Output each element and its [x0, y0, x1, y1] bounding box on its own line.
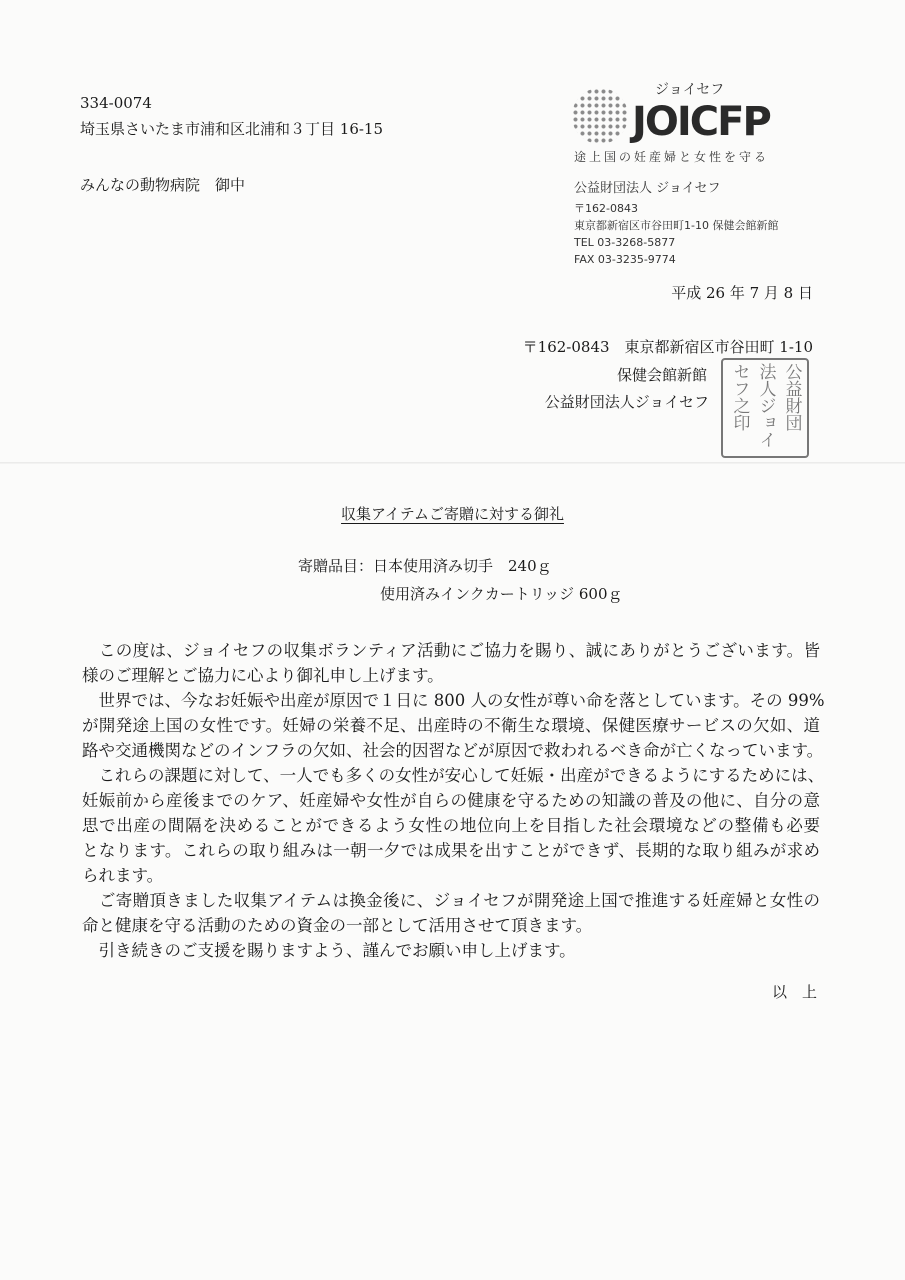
body-line: この度は、ジョイセフの収集ボランティア活動にご協力を賜り、誠にありがとうございます。皆	[82, 641, 820, 660]
logo-kana: ジョイセフ	[655, 82, 725, 98]
body-line: 妊娠前から産後までのケア、妊産婦や女性が自らの健康を守るための知識の普及の他に、自分の意	[82, 791, 820, 810]
letterhead-postal: 〒162-0843	[574, 202, 638, 215]
letterhead-fax: FAX 03-3235-9774	[574, 253, 676, 266]
body-line: ご寄贈頂きました収集アイテムは換金後に、ジョイセフが開発途上国で推進する妊産婦と女性の	[82, 891, 820, 910]
letter-body	[82, 638, 825, 963]
body-line: となります。これらの取り組みは一朝一夕では成果を出すことができず、長期的な取り組みが求め	[82, 841, 820, 860]
recipient-name: みんなの動物病院 御中	[80, 176, 246, 194]
body-line: 思で出産の間隔を決めることができるよう女性の地位向上を目指した社会環境などの整備も必要	[82, 816, 820, 835]
sender-line-3: 公益財団法人ジョイセフ	[544, 393, 709, 411]
seal-column: セフ之印	[729, 363, 750, 431]
letter-date: 平成 26 年 7 月 8 日	[671, 284, 813, 302]
body-line: られます。	[82, 866, 164, 885]
joicfp-globe-logo-icon	[572, 88, 628, 144]
sender-line-2: 保健会館新館	[616, 366, 707, 384]
closing: 以 上	[771, 983, 817, 1001]
letterhead-org: 公益財団法人 ジョイセフ	[574, 181, 721, 196]
donation-item-1: 寄贈品目：日本使用済み切手 240ｇ	[298, 557, 552, 575]
seal-column: 公益財団	[781, 363, 802, 431]
sender-line-1: 〒162-0843 東京都新宿区市谷田町 1-10	[522, 338, 813, 356]
body-line: 世界では、今なお妊娠や出産が原因で１日に 800 人の女性が尊い命を落としています。その 99%	[82, 691, 825, 710]
body-line: 路や交通機関などのインフラの欠如、社会的因習などが原因で救われるべき命が亡くなっています。	[82, 741, 824, 760]
recipient-postal-code: 334-0074	[80, 94, 152, 112]
body-line: これらの課題に対して、一人でも多くの女性が安心して妊娠・出産ができるようにするためには、	[82, 766, 825, 785]
body-line: 引き続きのご支援を賜りますよう、謹んでお願い申し上げます。	[82, 941, 576, 960]
letter-title-text: 収集アイテムご寄贈に対する御礼	[341, 505, 564, 523]
logo-text: JOICFP	[632, 99, 770, 145]
body-line: 命と健康を守る活動のための資金の一部として活用させて頂きます。	[82, 916, 593, 935]
paper-fold-line	[0, 462, 905, 464]
letter-title	[0, 505, 905, 523]
official-seal-stamp	[721, 358, 809, 458]
letterhead-address: 東京都新宿区市谷田町1-10 保健会館新館	[574, 219, 779, 232]
donation-item-2: 使用済みインクカートリッジ 600ｇ	[380, 585, 623, 603]
letterhead-tel: TEL 03-3268-5877	[574, 236, 676, 249]
seal-column: 法人ジョイ	[755, 363, 776, 448]
recipient-address: 埼玉県さいたま市浦和区北浦和３丁目 16-15	[80, 120, 384, 138]
tagline: 途上国の妊産婦と女性を守る	[574, 150, 770, 164]
body-line: が開発途上国の女性です。妊婦の栄養不足、出産時の不衛生な環境、保健医療サービスの欠如、道	[82, 716, 820, 735]
body-line: 様のご理解とご協力に心より御礼申し上げます。	[82, 666, 444, 685]
